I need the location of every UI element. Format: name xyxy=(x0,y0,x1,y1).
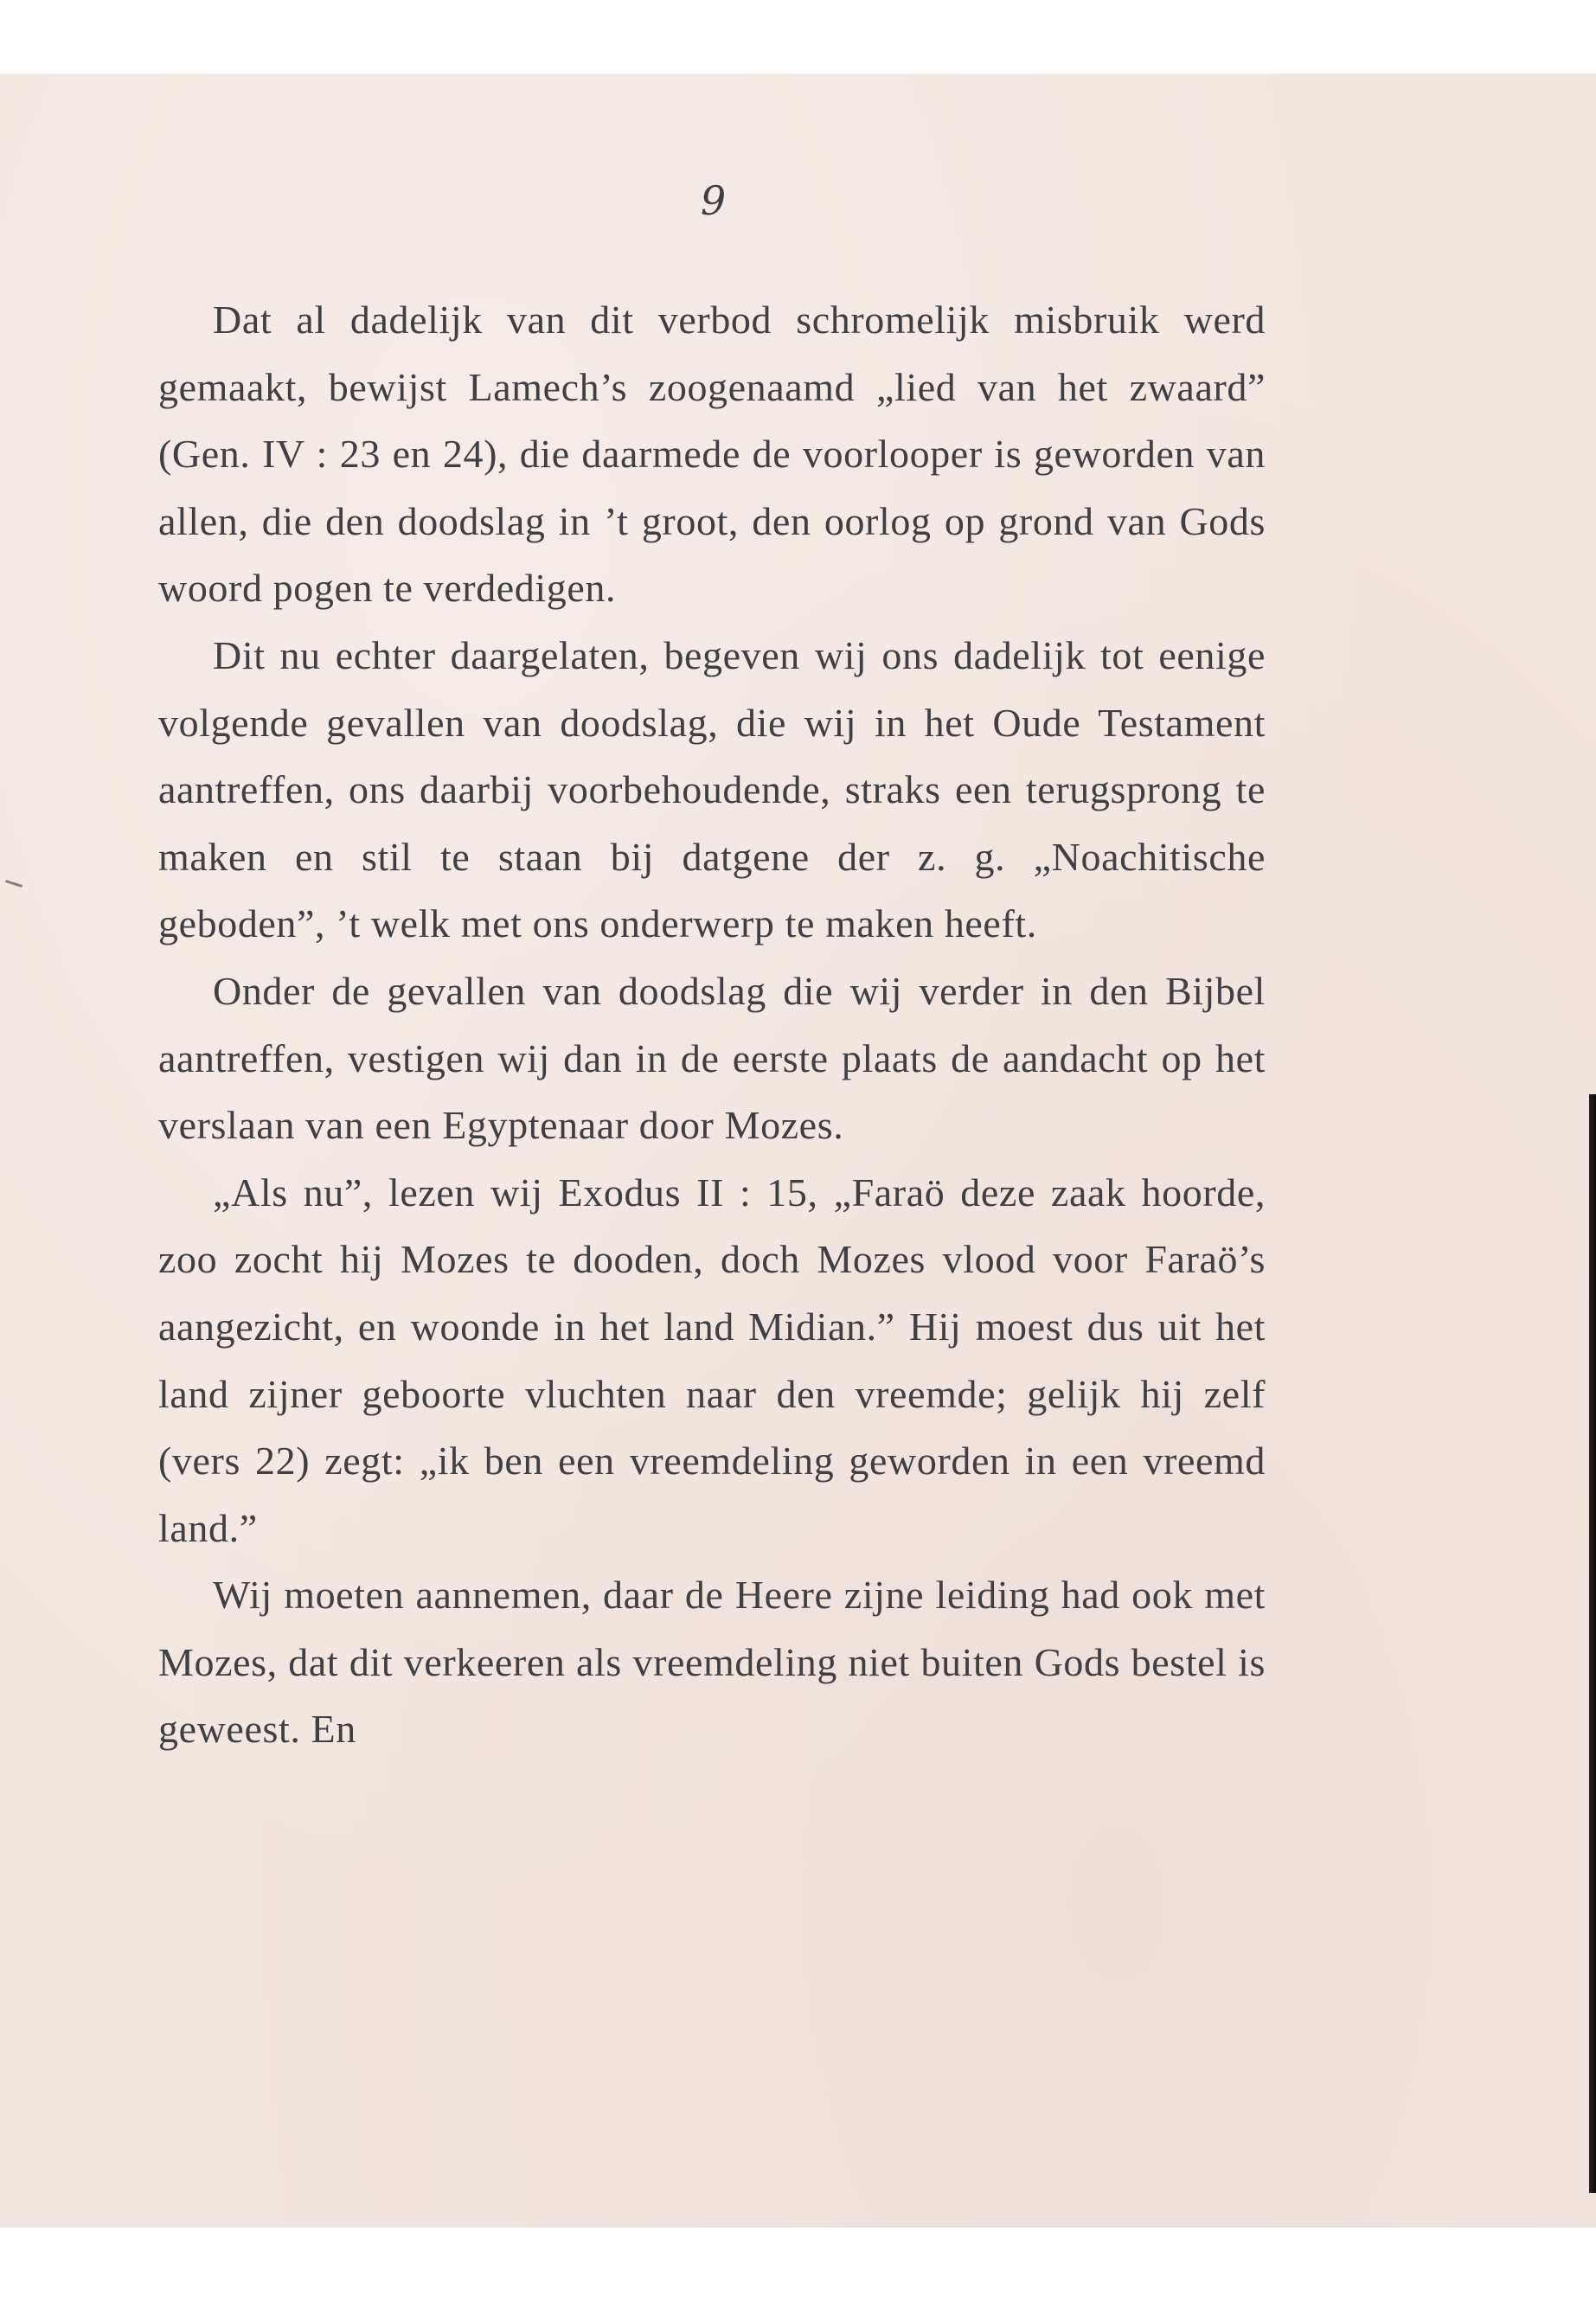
page-number: 9 xyxy=(700,177,727,224)
paragraph-2: Dit nu echter daargelaten, begeven wij ons dadelijk tot eenige volgende gevallen van doodslag, die wij in het Oude Testament aantreffen, ons daarbij voorbehoudende, straks een terugsprong te maken en stil te staan bij datgene der z. g. „Noachitische geboden”, ’t welk met ons onderwerp te maken heeft. xyxy=(158,632,1266,946)
paragraph-3: Onder de gevallen van doodslag die wij verder in den Bijbel aantreffen, vestigen wij dan in de eerste plaats de aandacht op het verslaan van een Egyptenaar door Mozes. xyxy=(158,968,1266,1148)
paragraph-5: Wij moeten aannemen, daar de Heere zijne leiding had ook met Mozes, dat dit verkeeren als vreemdeling niet buiten Gods bestel is geweest. En xyxy=(158,1573,1266,1752)
book-page xyxy=(0,74,1596,2227)
paragraph-4: „Als nu”, lezen wij Exodus II : 15, „Faraö deze zaak hoorde, zoo zocht hij Mozes te dooden, doch Mozes vlood voor Faraö’s aangezicht, en woonde in het land Midian.” Hij moest dus uit het land zijner geboorte vluchten naar den vreemde; gelijk hij zelf (vers 22) zegt: „ik ben een vreemdeling geworden in een vreemd land.” xyxy=(158,1170,1266,1550)
body-text xyxy=(158,286,1266,1763)
page-spine-shadow xyxy=(1589,1094,1596,2193)
paragraph-1: Dat al dadelijk van dit verbod schromelijk misbruik werd gemaakt, bewijst Lamech’s zoogenaamd „lied van het zwaard” (Gen. IV : 23 en 24), die daarmede de voorlooper is geworden van allen, die den doodslag in ’t groot, den oorlog op grond van Gods woord pogen te verdedigen. xyxy=(158,298,1266,611)
stray-mark xyxy=(5,880,22,888)
